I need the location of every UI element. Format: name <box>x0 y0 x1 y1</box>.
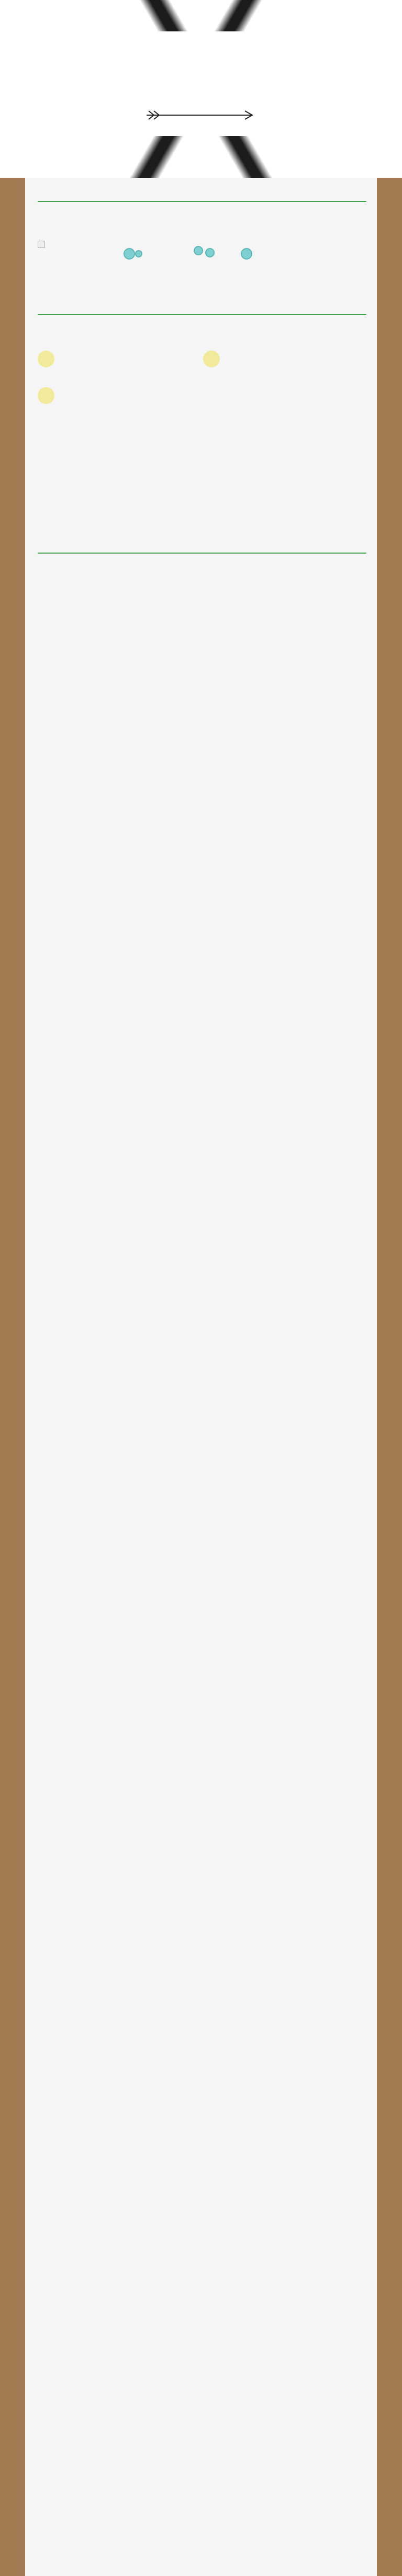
option-letter <box>38 387 54 404</box>
question-1-option-c[interactable] <box>38 387 188 404</box>
title-box <box>84 31 318 136</box>
progress-dot[interactable] <box>205 248 215 257</box>
option-text <box>63 351 188 354</box>
progress-dot[interactable] <box>241 248 252 260</box>
option-text <box>228 351 354 354</box>
question-1-rule <box>38 314 366 315</box>
question-1-option-b[interactable] <box>203 351 354 367</box>
wood-border-right <box>377 178 402 2576</box>
question-1-option-a[interactable] <box>38 351 188 367</box>
intro-rule <box>38 201 366 202</box>
option-text <box>63 387 188 390</box>
option-letter <box>203 351 220 367</box>
progress-dot[interactable] <box>124 248 135 260</box>
question-2-rule <box>38 553 366 554</box>
worksheet-content <box>25 178 377 2576</box>
option-letter <box>38 351 54 367</box>
wood-border-left <box>0 178 25 2576</box>
image-placeholder <box>38 241 45 248</box>
page-title <box>84 31 318 65</box>
progress-dot[interactable] <box>194 246 203 255</box>
progress-dot[interactable] <box>135 250 142 257</box>
arrow-icon <box>147 110 256 120</box>
